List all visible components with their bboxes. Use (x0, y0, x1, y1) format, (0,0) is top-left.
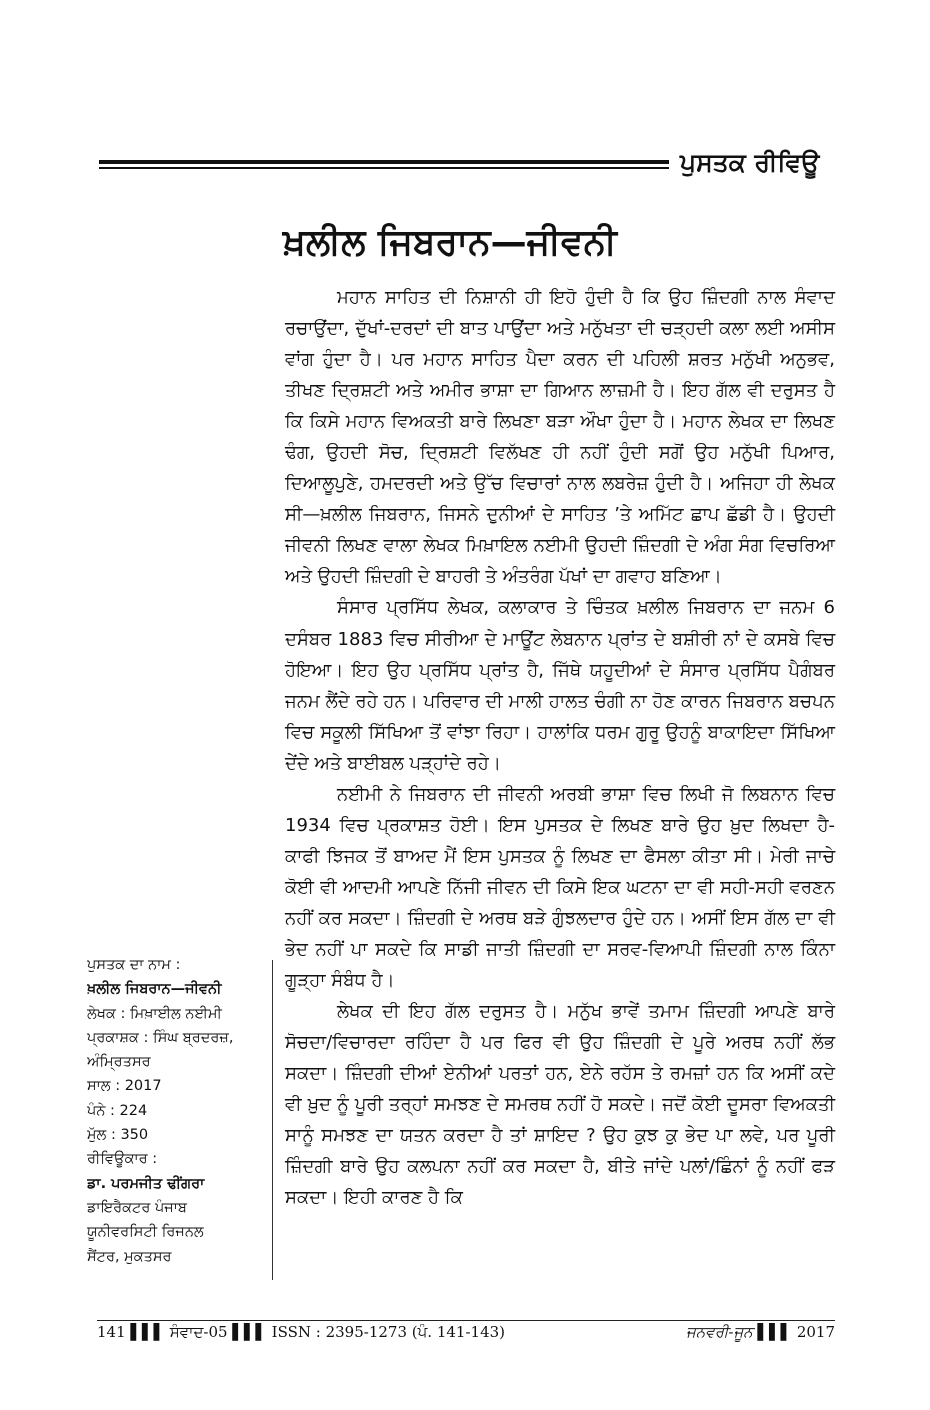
book-title: ਖ਼ਲੀਲ ਜਿਬਰਾਨ—ਜੀਵਨੀ (87, 981, 222, 998)
book-info-sidebar (87, 953, 272, 1269)
book-publisher: ਪ੍ਰਕਾਸ਼ਕ : ਸਿੰਘ ਬ੍ਰਦਰਜ਼, (87, 1029, 234, 1046)
book-year: ਸਾਲ : 2017 (87, 1078, 162, 1095)
footer-rule (97, 1320, 835, 1321)
paragraph: ਮਹਾਨ ਸਾਹਿਤ ਦੀ ਨਿਸ਼ਾਨੀ ਹੀ ਇਹੋ ਹੁੰਦੀ ਹੈ ਕਿ ਉਹ ਜ਼ਿੰਦਗੀ ਨਾਲ ਸੰਵਾਦ ਰਚਾਉਂਦਾ, ਦੁੱਖਾਂ-ਦਰਦਾਂ ਦੀ ਬਾਤ ਪਾਉਂਦਾ ਅਤੇ ਮਨੁੱਖਤਾ ਦੀ ਚੜ੍ਹਦੀ ਕਲਾ ਲਈ ਅਸੀਸ ਵਾਂਗ ਹੁੰਦਾ ਹੈ। ਪਰ ਮਹਾਨ ਸਾਹਿਤ ਪੈਦਾ ਕਰਨ ਦੀ ਪਹਿਲੀ ਸ਼ਰਤ ਮਨੁੱਖੀ ਅਨੁਭਵ, ਤੀਖਣ ਦ੍ਰਿਸ਼ਟੀ ਅਤੇ ਅਮੀਰ ਭਾਸ਼ਾ ਦਾ ਗਿਆਨ ਲਾਜ਼ਮੀ ਹੈ। ਇਹ ਗੱਲ ਵੀ ਦਰੁਸਤ ਹੈ ਕਿ ਕਿਸੇ ਮਹਾਨ ਵਿਅਕਤੀ ਬਾਰੇ ਲਿਖਣਾ ਬੜਾ ਔਖਾ ਹੁੰਦਾ ਹੈ। ਮਹਾਨ ਲੇਖਕ ਦਾ ਲਿਖਣ ਢੰਗ, ਉਹਦੀ ਸੋਚ, ਦ੍ਰਿਸ਼ਟੀ ਵਿਲੱਖਣ ਹੀ ਨਹੀਂ ਹੁੰਦੀ ਸਗੋਂ ਉਹ ਮਨੁੱਖੀ ਪਿਆਰ, ਦਿਆਲੂਪੁਣੇ, ਹਮਦਰਦੀ ਅਤੇ ਉੱਚ ਵਿਚਾਰਾਂ ਨਾਲ ਲਬਰੇਜ਼ ਹੁੰਦੀ ਹੈ। ਅਜਿਹਾ ਹੀ ਲੇਖਕ ਸੀ—ਖ਼ਲੀਲ ਜਿਬਰਾਨ, ਜਿਸਨੇ ਦੁਨੀਆਂ ਦੇ ਸਾਹਿਤ ’ਤੇ ਅਮਿੱਟ ਛਾਪ ਛੱਡੀ ਹੈ। ਉਹਦੀ ਜੀਵਨੀ ਲਿਖਣ ਵਾਲਾ ਲੇਖਕ ਮਿਖ਼ਾਇਲ ਨਈਮੀ ਉਹਦੀ ਜ਼ਿੰਦਗੀ ਦੇ ਅੰਗ ਸੰਗ ਵਿਚਰਿਆ ਅਤੇ ਉਹਦੀ ਜ਼ਿੰਦਗੀ ਦੇ ਬਾਹਰੀ ਤੇ ਅੰਤਰੰਗ ਪੱਖਾਂ ਦਾ ਗਵਾਹ ਬਣਿਆ। (285, 287, 835, 588)
sidebar-divider (272, 960, 273, 1280)
footer-issue-date (686, 1323, 835, 1341)
book-pages: ਪੰਨੇ : 224 (87, 1102, 148, 1119)
section-label: ਪੁਸਤਕ ਰੀਵਿਊ (680, 148, 820, 177)
article-body (285, 282, 835, 1213)
header-rule (99, 160, 669, 169)
reviewer-affiliation: ਸੈਂਟਰ, ਮੁਕਤਸਰ (87, 1248, 172, 1265)
book-price: ਮੁੱਲ : 350 (87, 1127, 149, 1144)
book-publisher-city: ਅੰਮ੍ਰਿਤਸਰ (87, 1054, 151, 1071)
book-author: ਲੇਖਕ : ਮਿਖ਼ਾਈਲ ਨਈਮੀ (87, 1005, 222, 1022)
reviewer-affiliation: ਡਾਇਰੈਕਟਰ ਪੰਜਾਬ (87, 1199, 187, 1216)
footer-journal-info: 141 ▌▌▌ ਸੰਵਾਦ-05 ▌▌▌ ISSN : 2395-1273 (ਪੰ. 141-143) (97, 1323, 506, 1341)
article-title: ਖ਼ਲੀਲ ਜਿਬਰਾਨ—ਜੀਵਨੀ (283, 222, 617, 263)
paragraph: ਨਈਮੀ ਨੇ ਜਿਬਰਾਨ ਦੀ ਜੀਵਨੀ ਅਰਬੀ ਭਾਸ਼ਾ ਵਿਚ ਲਿਖੀ ਜੋ ਲਿਬਨਾਨ ਵਿਚ 1934 ਵਿਚ ਪ੍ਰਕਾਸ਼ਤ ਹੋਈ। ਇਸ ਪੁਸਤਕ ਦੇ ਲਿਖਣ ਬਾਰੇ ਉਹ ਖ਼ੁਦ ਲਿਖਦਾ ਹੈ- ਕਾਫੀ ਝਿਜਕ ਤੋਂ ਬਾਅਦ ਮੈਂ ਇਸ ਪੁਸਤਕ ਨੂੰ ਲਿਖਣ ਦਾ ਫੈਸਲਾ ਕੀਤਾ ਸੀ। ਮੇਰੀ ਜਾਚੇ ਕੋਈ ਵੀ ਆਦਮੀ ਆਪਣੇ ਨਿੱਜੀ ਜੀਵਨ ਦੀ ਕਿਸੇ ਇਕ ਘਟਨਾ ਦਾ ਵੀ ਸਹੀ-ਸਹੀ ਵਰਣਨ ਨਹੀਂ ਕਰ ਸਕਦਾ। ਜ਼ਿੰਦਗੀ ਦੇ ਅਰਥ ਬੜੇ ਗੁੰਝਲਦਾਰ ਹੁੰਦੇ ਹਨ। ਅਸੀਂ ਇਸ ਗੱਲ ਦਾ ਵੀ ਭੇਦ ਨਹੀਂ ਪਾ ਸਕਦੇ ਕਿ ਸਾਡੀ ਜਾਤੀ ਜ਼ਿੰਦਗੀ ਦਾ ਸਰਵ-ਵਿਆਪੀ ਜ਼ਿੰਦਗੀ ਨਾਲ ਕਿੰਨਾ ਗੂੜ੍ਹਾ ਸੰਬੰਧ ਹੈ। (285, 783, 835, 992)
book-info-line: ਪੁਸਤਕ ਦਾ ਨਾਮ : (87, 957, 181, 973)
reviewer-label: ਰੀਵਿਊਕਾਰ : (87, 1151, 158, 1168)
reviewer-name: ਡਾ. ਪਰਮਜੀਤ ਢੀਂਗਰਾ (87, 1175, 205, 1192)
paragraph: ਸੰਸਾਰ ਪ੍ਰਸਿੱਧ ਲੇਖਕ, ਕਲਾਕਾਰ ਤੇ ਚਿੰਤਕ ਖ਼ਲੀਲ ਜਿਬਰਾਨ ਦਾ ਜਨਮ 6 ਦਸੰਬਰ 1883 ਵਿਚ ਸੀਰੀਆ ਦੇ ਮਾਊਂਟ ਲੇਬਨਾਨ ਪ੍ਰਾਂਤ ਦੇ ਬਸ਼ੀਰੀ ਨਾਂ ਦੇ ਕਸਬੇ ਵਿਚ ਹੋਇਆ। ਇਹ ਉਹ ਪ੍ਰਸਿੱਧ ਪ੍ਰਾਂਤ ਹੈ, ਜਿੱਥੇ ਯਹੂਦੀਆਂ ਦੇ ਸੰਸਾਰ ਪ੍ਰਸਿੱਧ ਪੈਗੰਬਰ ਜਨਮ ਲੈਂਦੇ ਰਹੇ ਹਨ। ਪਰਿਵਾਰ ਦੀ ਮਾਲੀ ਹਾਲਤ ਚੰਗੀ ਨਾ ਹੋਣ ਕਾਰਨ ਜਿਬਰਾਨ ਬਚਪਨ ਵਿਚ ਸਕੂਲੀ ਸਿੱਖਿਆ ਤੋਂ ਵਾਂਝਾ ਰਿਹਾ। ਹਾਲਾਂਕਿ ਧਰਮ ਗੁਰੂ ਉਹਨੂੰ ਬਾਕਾਇਦਾ ਸਿੱਖਿਆ ਦੇਂਦੇ ਅਤੇ ਬਾਈਬਲ ਪੜ੍ਹਾਂਦੇ ਰਹੇ। (285, 597, 835, 774)
footer-months: ਜਨਵਰੀ-ਜੂਨ (686, 1323, 753, 1341)
paragraph: ਲੇਖਕ ਦੀ ਇਹ ਗੱਲ ਦਰੁਸਤ ਹੈ। ਮਨੁੱਖ ਭਾਵੇਂ ਤਮਾਮ ਜ਼ਿੰਦਗੀ ਆਪਣੇ ਬਾਰੇ ਸੋਚਦਾ/ਵਿਚਾਰਦਾ ਰਹਿੰਦਾ ਹੈ ਪਰ ਫਿਰ ਵੀ ਉਹ ਜ਼ਿੰਦਗੀ ਦੇ ਪੂਰੇ ਅਰਥ ਨਹੀਂ ਲੱਭ ਸਕਦਾ। ਜ਼ਿੰਦਗੀ ਦੀਆਂ ਏਨੀਆਂ ਪਰਤਾਂ ਹਨ, ਏਨੇ ਰਹੱਸ ਤੇ ਰਮਜ਼ਾਂ ਹਨ ਕਿ ਅਸੀਂ ਕਦੇ ਵੀ ਖ਼ੁਦ ਨੂੰ ਪੂਰੀ ਤਰ੍ਹਾਂ ਸਮਝਣ ਦੇ ਸਮਰਥ ਨਹੀਂ ਹੋ ਸਕਦੇ। ਜਦੋਂ ਕੋਈ ਦੂਸਰਾ ਵਿਅਕਤੀ ਸਾਨੂੰ ਸਮਝਣ ਦਾ ਯਤਨ ਕਰਦਾ ਹੈ ਤਾਂ ਸ਼ਾਇਦ ? ਉਹ ਕੁਝ ਕੁ ਭੇਦ ਪਾ ਲਵੇ, ਪਰ ਪੂਰੀ ਜ਼ਿੰਦਗੀ ਬਾਰੇ ਉਹ ਕਲਪਨਾ ਨਹੀਂ ਕਰ ਸਕਦਾ ਹੈ, ਬੀਤੇ ਜਾਂਦੇ ਪਲਾਂ/ਛਿੰਨਾਂ ਨੂੰ ਨਹੀਂ ਫੜ ਸਕਦਾ। ਇਹੀ ਕਾਰਣ ਹੈ ਕਿ (285, 1001, 835, 1209)
footer-separator: ▌▌▌ (752, 1323, 797, 1341)
reviewer-affiliation: ਯੂਨੀਵਰਸਿਟੀ ਰਿਜਨਲ (87, 1224, 204, 1241)
footer-year: 2017 (796, 1323, 835, 1341)
